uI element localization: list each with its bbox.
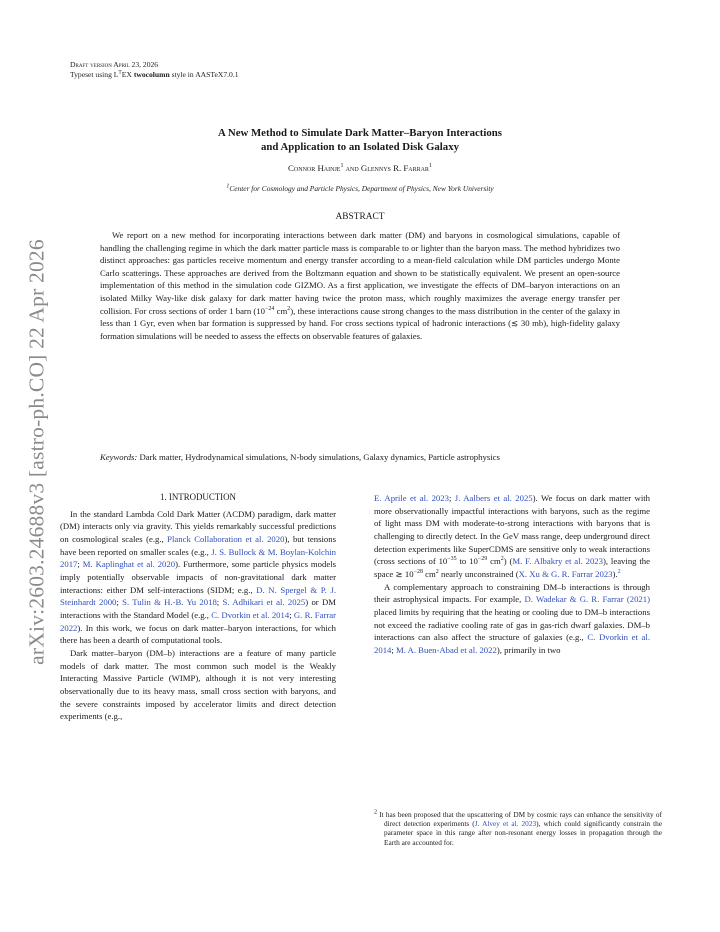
arxiv-sidebar-stamp [22, 232, 52, 672]
intro-paragraph-3: A complementary approach to constraining DM–b interactions is through their astrophysical impacts. For example, D. Wadekar & G. R. Farrar (2021) placed limits by requiring that the heating or cooling due to DM–b interactions not exceed the radiative cooling rate of gas in gas-rich dwarf galaxies. DM–b interactions can also affect the structure of galaxies (e.g., C. Dvorkin et al. 2014; M. A. Buen-Abad et al. 2022), primarily in two [374, 581, 650, 655]
citation-link[interactable]: M. Kaplinghat et al. 2020 [82, 559, 176, 570]
arxiv-identifier: arXiv:2603.24688v3 [astro-ph.CO] 22 Apr 2026 [24, 239, 49, 665]
citation-link[interactable]: J. S. Bullock & M. Boylan-Kolchin 2017 [60, 546, 336, 570]
author-hainje: Connor Hainje [288, 163, 341, 173]
affiliation: $^1$Center for Cosmology and Particle Physics, Department of Physics, New York University [226, 183, 494, 193]
citation-link[interactable]: Planck Collaboration et al. 2020 [167, 533, 285, 544]
keywords: Keywords: Dark matter, Hydrodynamical simulations, N-body simulations, Galaxy dynamics, Particle astrophysics [100, 452, 500, 462]
citation-link[interactable]: D. Wadekar & G. R. Farrar (2021) [524, 594, 650, 605]
citation-link[interactable]: S. Tulin & H.-B. Yu 2018 [122, 597, 217, 608]
author-list: Connor Hainje$^1$ and Glennys R. Farrar$^1$ [288, 163, 432, 173]
draft-version: Draft version April 23, 2026 [70, 60, 159, 69]
citation-link[interactable]: G. R. Farrar 2022 [60, 609, 336, 633]
citation-link[interactable]: E. Aprile et al. 2023 [374, 493, 449, 503]
citation-link[interactable]: D. N. Spergel & P. J. Steinhardt 2000 [60, 584, 336, 608]
intro-paragraph-2-continued: E. Aprile et al. 2023; J. Aalbers et al. 2025). We focus on dark matter with more observationally impactful interactions with baryons, such as the regime of light mass DM with moderate-to-strong interactions with baryons that is challenging to directly detect. In the GeV mass range, deep underground direct detection experiments like SuperCDMS are sensitive only to weak interactions (cross sections of $10^{-35}$ to $10^{-29}$ $cm^2$) (M. F. Albakry et al. 2023), leaving the space ≳ $10^{-28}$ $cm^2$ nearly unconstrained (X. Xu & G. R. Farrar 2023).$^2$ [374, 493, 651, 579]
abstract-text: We report on a new method for incorporating interactions between dark matter (DM) and baryons in cosmological simulations, capable of handling the challenging regime in which the dark matter particle mass is comparable to or lighter than the baryon mass. The method hybridizes two distinct approaches: gas particles receive momentum and energy transfer according to a mean-field calculation while DM particles undergo Monte Carlo scatterings. These approaches are derived from the Boltzmann equation and shown to be statistically equivalent. We present an open-source implementation of this method in the simulation code GIZMO. As a first application, we investigate the effects of DM–baryon interactions on an isolated Milky Way-like disk galaxy for dark matter having twice the proton mass, which roughly maximizes the average energy transfer per collision. For cross sections of order 1 barn ($10^{-24}$ $cm^2$), these interactions cause strong changes to the mass distribution in the center of the galaxy in less than 1 Gyr, even when bar formation is suppressed by hand. For cross sections typical of hadronic interactions (≲ 30 mb), high-fidelity galaxy formation simulations will be needed to assess the effects on observable features of galaxies. [100, 230, 620, 341]
citation-link[interactable]: J. Aalbers et al. 2025 [454, 493, 533, 503]
citation-link[interactable]: X. Xu & G. R. Farrar 2023 [518, 568, 613, 579]
typeset-line: Typeset using $L^TEX$ twocolumn style in AASTeX7.0.1 [70, 69, 239, 79]
citation-link[interactable]: C. Dvorkin et al. 2014 [374, 632, 650, 655]
intro-paragraph-2: Dark matter–baryon (DM–b) interactions are a feature of many particle models of dark matter. The most common such model is the Weakly Interacting Massive Particle (WIMP), although it is not very interesting observationally due to its heavy mass, small cross section with baryons, and the severe constraints imposed by accelerator limits and direct detection experiments (e.g., [60, 647, 336, 722]
citation-link[interactable]: S. Adhikari et al. 2025 [222, 597, 306, 608]
citation-link[interactable]: M. A. Buen-Abad et al. 2022 [395, 644, 497, 655]
right-column [374, 492, 650, 657]
preprint-header [70, 60, 239, 80]
paper-title: A New Method to Simulate Dark Matter–Baryon Interactions and Application to an Isolated Disk Galaxy [218, 127, 502, 153]
footnote-marker[interactable]: 2 [617, 569, 621, 576]
footnote-number: 2 [374, 809, 377, 816]
citation-link[interactable]: C. Dvorkin et al. 2014 [211, 609, 290, 620]
citation-link[interactable]: M. F. Albakry et al. 2023 [512, 556, 603, 567]
abstract-heading: ABSTRACT [335, 212, 385, 222]
intro-paragraph-1: In the standard Lambda Cold Dark Matter (ΛCDM) paradigm, dark matter (DM) interacts only via gravity. This yields remarkably successful predictions on cosmological scales (e.g., Planck Collaboration et al. 2020), but tensions have been reported on smaller scales (e.g., J. S. Bullock & M. Boylan-Kolchin 2017; M. Kaplinghat et al. 2020). Furthermore, some particle physics models imply potentially observable impacts of non-gravitational dark matter interactions: either DM self-interactions (SIDM; e.g., D. N. Spergel & P. J. Steinhardt 2000; S. Tulin & H.-B. Yu 2018; S. Adhikari et al. 2025) or DM interactions with the Standard Model (e.g., C. Dvorkin et al. 2014; G. R. Farrar 2022). In this work, we focus on dark matter–baryon interactions, for which there has been a dearth of computational tools. [60, 508, 336, 646]
author-farrar: Glennys R. Farrar [360, 163, 429, 173]
citation-link[interactable]: J. Alvey et al. 2023 [474, 819, 537, 829]
footnote-2: $^2$ It has been proposed that the upscattering of DM by cosmic rays can enhance the sensitivity of direct detection experiments (J. Alvey et al. 2023), which could significantly constrain the parameter space in this range after non-resonant energy losses in propagation through the Earth are accounted for. [374, 809, 663, 847]
left-column [60, 491, 336, 723]
section-heading-introduction: 1. INTRODUCTION [160, 492, 236, 502]
